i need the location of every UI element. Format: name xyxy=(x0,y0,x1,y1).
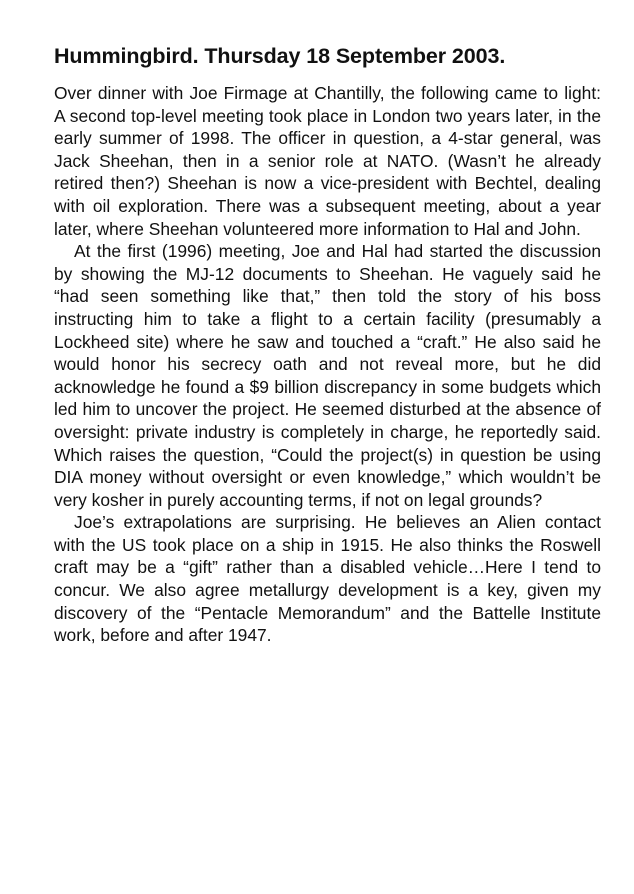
paragraph-1: Over dinner with Joe Firmage at Chantilly, the following came to light: A second top-level meeting took place in London two years later, in the early summer of 1998. The officer in question, a 4-star general, was Jack Sheehan, then in a senior role at NATO. (Wasn’t he already retired then?) Sheehan is now a vice-president with Bechtel, dealing with oil exploration. There was a subsequent meeting, about a year later, where Sheehan volunteered more information to Hal and John. xyxy=(54,83,601,239)
paragraph-3: Joe’s extrapolations are surprising. He believes an Alien contact with the US took place on a ship in 1915. He also thinks the Roswell craft may be a “gift” rather than a disabled vehicle…Here I tend to concur. We also agree metallurgy development is a key, given my discovery of the “Pentacle Memorandum” and the Battelle Institute work, before and after 1947. xyxy=(54,512,601,646)
entry-title: Hummingbird. Thursday 18 September 2003. xyxy=(54,44,506,68)
document-page xyxy=(54,42,601,647)
paragraph-2: At the first (1996) meeting, Joe and Hal had started the discussion by showing the MJ-12 documents to Sheehan. He vaguely said he “had seen something like that,” then told the story of his boss instructing him to take a flight to a certain facility (presumably a Lockheed site) where he saw and touched a “craft.” He also said he would honor his secrecy oath and not reveal more, but he did acknowledge he found a $9 billion discrepancy in some budgets which led him to uncover the project. He seemed disturbed at the absence of oversight: private industry is completely in charge, he reportedly said. Which raises the question, “Could the project(s) in question be using DIA money without oversight or even knowledge,” which wouldn’t be very kosher in purely accounting terms, if not on legal grounds? xyxy=(54,241,601,510)
